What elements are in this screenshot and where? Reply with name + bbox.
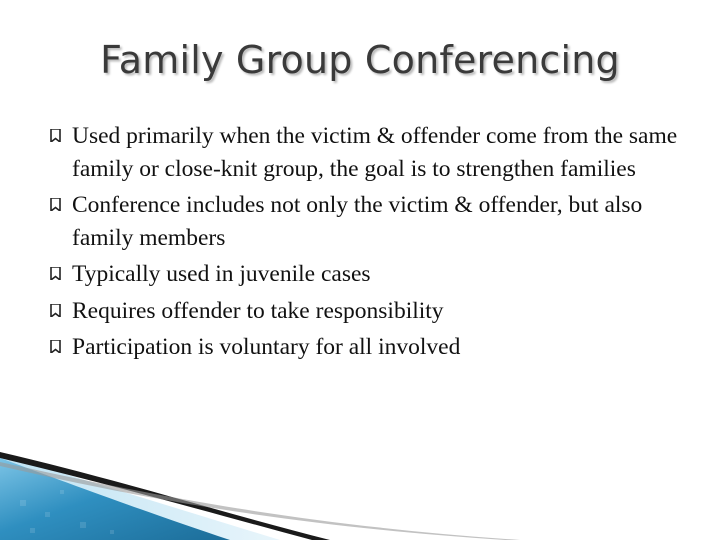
ribbon-bookmark-icon	[50, 267, 61, 280]
bullet-list	[50, 120, 690, 368]
bullet-item	[50, 258, 690, 291]
corner-swoosh-decoration	[0, 440, 720, 540]
slide-title: Family Group Conferencing	[100, 38, 620, 82]
bullet-text: Typically used in juvenile cases	[72, 261, 371, 287]
bullet-text: Conference includes not only the victim & offender, but also family members	[72, 192, 643, 251]
bullet-item	[50, 120, 690, 185]
bullet-text: Participation is voluntary for all involved	[72, 334, 461, 360]
ribbon-bookmark-icon	[50, 129, 61, 142]
bullet-item	[50, 189, 690, 254]
bullet-item	[50, 295, 690, 328]
bullet-item	[50, 331, 690, 364]
ribbon-bookmark-icon	[50, 340, 61, 353]
ribbon-bookmark-icon	[50, 198, 61, 211]
bullet-text: Used primarily when the victim & offender come from the same family or close-knit group, the goal is to strengthen families	[72, 123, 678, 182]
ribbon-bookmark-icon	[50, 304, 61, 317]
bullet-text: Requires offender to take responsibility	[72, 297, 444, 324]
